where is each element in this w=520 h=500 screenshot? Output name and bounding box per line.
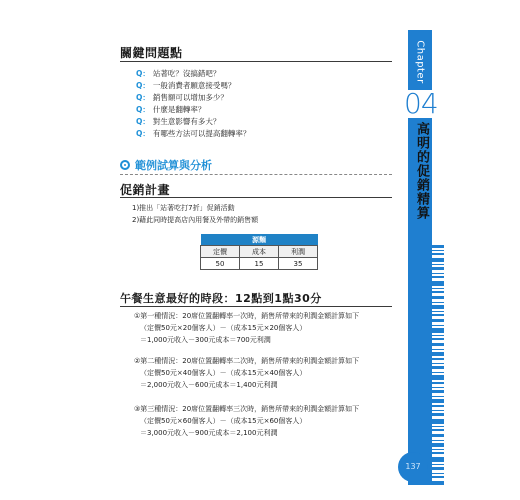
- price-table-header: 成本: [240, 246, 279, 258]
- question-item: [136, 116, 220, 127]
- price-table-header: 定價: [201, 246, 240, 258]
- example-analysis-title: 範例試算與分析: [135, 159, 212, 172]
- case-1-line-2: （定價50元×20個客人）－（成本15元×20個客人）: [140, 324, 307, 332]
- case-3-line-2: （定價50元×60個客人）－（成本15元×60個客人）: [140, 417, 307, 425]
- chapter-number: 04: [404, 87, 438, 120]
- price-table-cell: 50: [201, 258, 240, 270]
- price-table-cell: 35: [279, 258, 318, 270]
- question-prefix: Q：: [136, 69, 150, 78]
- section-divider: [120, 197, 392, 198]
- case-1-line-1: ①第一種情況：20席位置翻轉率一次時，銷售所帶來的利潤金額計算如下: [134, 312, 360, 320]
- question-prefix: Q：: [136, 117, 150, 126]
- question-text: 有哪些方法可以提高翻轉率？: [152, 129, 251, 138]
- question-text: 銷售額可以增加多少？: [152, 93, 228, 102]
- question-item: [136, 80, 235, 91]
- barcode-stripes-icon: [432, 245, 444, 485]
- case-2-line-3: ＝2,000元收入－600元成本＝1,400元利潤: [140, 381, 278, 389]
- price-table: [200, 234, 318, 270]
- price-table-cell: 15: [240, 258, 279, 270]
- price-table-title: 源麵: [201, 234, 318, 246]
- case-1-line-3: ＝1,000元收入－300元成本＝700元利潤: [140, 336, 271, 344]
- case-3-line-1: ③第三種情況：20席位置翻轉率三次時，銷售所帶來的利潤金額計算如下: [134, 405, 360, 413]
- section-divider: [120, 306, 392, 307]
- case-2-line-1: ②第二種情況：20席位置翻轉率二次時，銷售所帶來的利潤金額計算如下: [134, 357, 360, 365]
- question-text: 站著吃？沒搞錯吧？: [152, 69, 221, 78]
- question-prefix: Q：: [136, 105, 150, 114]
- question-text: 對生意影響有多大？: [152, 117, 221, 126]
- chapter-label: [408, 32, 432, 92]
- example-analysis-heading: [120, 157, 212, 173]
- question-item: [136, 68, 220, 79]
- question-item: [136, 128, 250, 139]
- question-item: [136, 104, 205, 115]
- question-item: [136, 92, 228, 103]
- key-questions-title: 關鍵問題點: [120, 46, 183, 60]
- chapter-word: Chapter: [414, 40, 426, 84]
- question-text: 一般消費者願意接受嗎？: [152, 81, 236, 90]
- chapter-title: 高明的促銷精算: [414, 122, 429, 220]
- case-2-line-2: （定價50元×40個客人）－（成本15元×40個客人）: [140, 369, 307, 377]
- target-circle-icon: [120, 160, 130, 170]
- promo-plan-title: 促銷計畫: [120, 183, 171, 197]
- question-prefix: Q：: [136, 129, 150, 138]
- dotted-divider: [120, 174, 392, 175]
- question-text: 什麼是翻轉率？: [152, 105, 206, 114]
- question-prefix: Q：: [136, 93, 150, 102]
- promo-item-1: 1)推出「站著吃打7折」促銷活動: [132, 204, 235, 212]
- price-table-header: 利潤: [279, 246, 318, 258]
- lunch-peak-title: 午餐生意最好的時段：12點到1點30分: [120, 292, 322, 305]
- promo-item-2: 2)藉此同時提高店內用餐及外帶的銷售額: [132, 216, 259, 224]
- section-divider: [120, 61, 392, 62]
- question-prefix: Q：: [136, 81, 150, 90]
- page-number-badge: 137: [398, 452, 428, 482]
- case-3-line-3: ＝3,000元收入－900元成本＝2,100元利潤: [140, 429, 278, 437]
